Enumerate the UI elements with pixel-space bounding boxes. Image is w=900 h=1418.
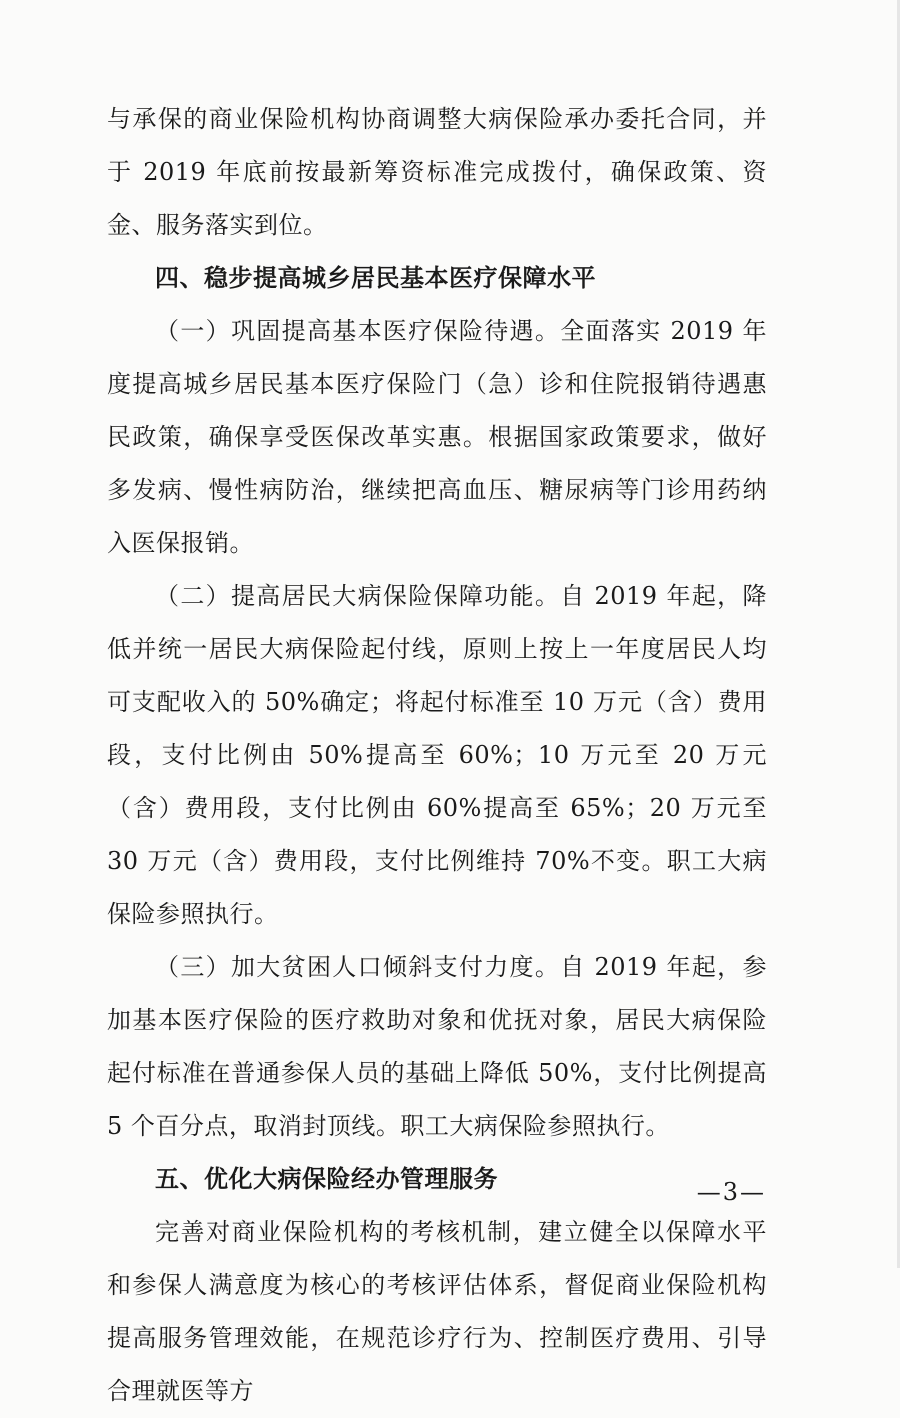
page-number: —3— [696, 1178, 766, 1206]
section-heading-5: 五、优化大病保险经办管理服务 [155, 1165, 498, 1193]
paragraph-4-1: （一）巩固提高基本医疗保险待遇。全面落实 2019 年度提高城乡居民基本医疗保险门（急）诊和住院报销待遇惠民政策，确保享受医保改革实惠。根据国家政策要求，做好多发病、慢性病防治，继续把高血压、糖尿病等门诊用药纳入医保报销。 [107, 317, 767, 557]
paragraph-continuation: 与承保的商业保险机构协商调整大病保险承办委托合同，并于 2019 年底前按最新筹资标准完成拨付，确保政策、资金、服务落实到位。 [107, 105, 767, 239]
section-heading-4: 四、稳步提高城乡居民基本医疗保障水平 [155, 264, 596, 292]
paragraph-5-1: 完善对商业保险机构的考核机制，建立健全以保障水平和参保人满意度为核心的考核评估体系，督促商业保险机构提高服务管理效能，在规范诊疗行为、控制医疗费用、引导合理就医等方 [107, 1218, 767, 1405]
paragraph-4-3: （三）加大贫困人口倾斜支付力度。自 2019 年起，参加基本医疗保险的医疗救助对象和优抚对象，居民大病保险起付标准在普通参保人员的基础上降低 50%，支付比例提高 5 个百分点，取消封顶线。职工大病保险参照执行。 [107, 953, 767, 1140]
document-body [107, 93, 767, 1418]
paragraph-4-2: （二）提高居民大病保险保障功能。自 2019 年起，降低并统一居民大病保险起付线，原则上按上一年度居民人均可支配收入的 50%确定；将起付标准至 10 万元（含）费用段，支付比例由 50%提高至 60%；10 万元至 20 万元（含）费用段，支付比例由 60%提高至 65%；20 万元至 30 万元（含）费用段，支付比例维持 70%不变。职工大病保险参照执行。 [107, 582, 767, 928]
